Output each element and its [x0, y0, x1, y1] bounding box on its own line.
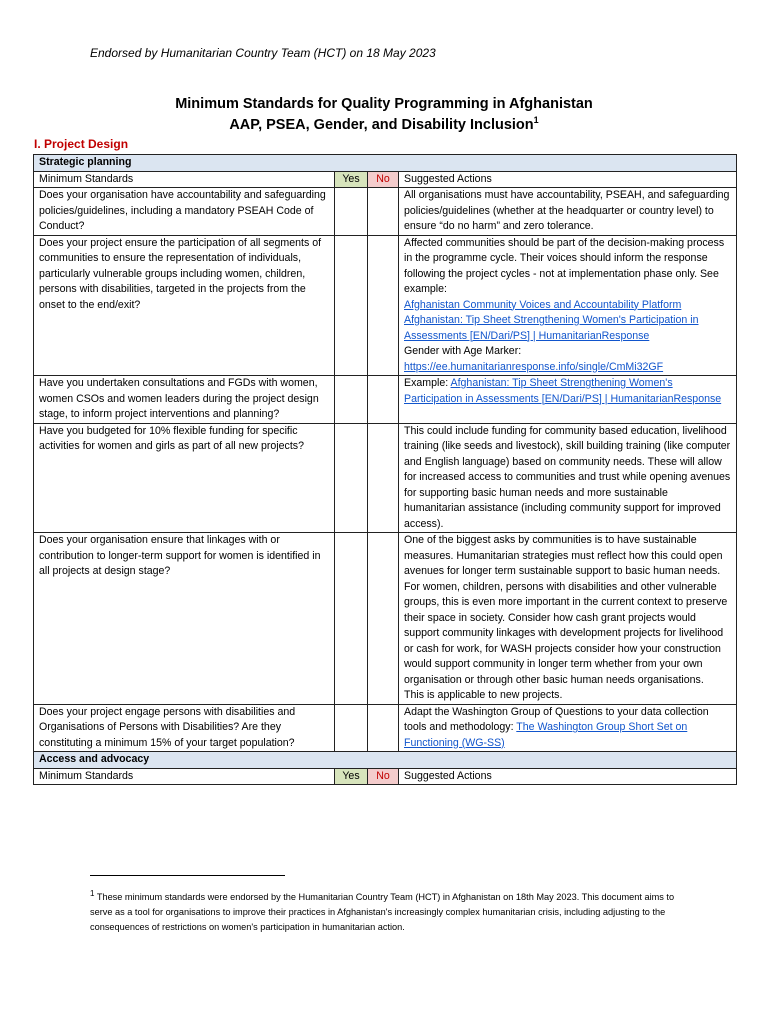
action-prefix: Example: — [404, 377, 451, 389]
standard-cell: Does your project engage persons with disabilities and Organisations of Persons with Disabilities? Are they constituting a minimum 15% of your target population? — [34, 704, 335, 752]
no-cell[interactable] — [368, 423, 399, 533]
section-heading: I. Project Design — [34, 137, 129, 151]
table-header-row — [34, 171, 737, 188]
footnote-ref[interactable]: 1 — [533, 115, 539, 126]
standard-cell: Does your organisation have accountability and safeguarding policies/guidelines, including a mandatory PSEAH Code of Conduct? — [34, 188, 335, 236]
group-label: Strategic planning — [34, 155, 737, 172]
standard-cell: Does your project ensure the participation of all segments of communities to ensure the representation of individuals, particularly vulnerable groups including women, children, persons with disabilities, targeted in the projects from the onset to the end/exit? — [34, 235, 335, 376]
col-header-standards: Minimum Standards — [34, 768, 335, 785]
yes-cell[interactable] — [335, 423, 368, 533]
no-cell[interactable] — [368, 235, 399, 376]
no-cell[interactable] — [368, 188, 399, 236]
action-cell — [399, 376, 737, 424]
yes-cell[interactable] — [335, 376, 368, 424]
col-header-actions: Suggested Actions — [399, 768, 737, 785]
link-washington-group[interactable]: The Washington Group Short Set on Functioning (WG-SS) — [404, 721, 688, 749]
action-cell — [399, 533, 737, 705]
footnote — [90, 886, 680, 935]
action-text: Adapt the Washington Group of Questions to your data collection tools and methodology: — [404, 705, 709, 733]
table-row — [34, 533, 737, 705]
link-tip-sheet[interactable]: Afghanistan: Tip Sheet Strengthening Women's Participation in Assessments [EN/Dari/PS] | HumanitarianResponse — [404, 377, 722, 405]
col-header-no: No — [368, 171, 399, 188]
table-row — [34, 235, 737, 376]
col-header-actions: Suggested Actions — [399, 171, 737, 188]
document-title: Minimum Standards for Quality Programming in Afghanistan — [175, 96, 593, 112]
no-cell[interactable] — [368, 376, 399, 424]
group-row-access-advocacy — [34, 752, 737, 769]
marker-label: Gender with Age Marker: — [404, 345, 522, 357]
action-note: This is applicable to new projects. — [404, 689, 563, 701]
group-label: Access and advocacy — [34, 752, 737, 769]
footnote-text: These minimum standards were endorsed by the Humanitarian Country Team (HCT) in Afghanistan on 18th May 2023. This document aims to serve as a tool for organisations to improve their practices in Afghanistan's increasingly complex humanitarian crisis, including adjusting to the consequences of restrictions on women's participation in humanitarian action. — [90, 892, 675, 933]
footnote-number: 1 — [90, 889, 95, 898]
standard-cell: Have you budgeted for 10% flexible funding for specific activities for women and girls as part of all new projects? — [34, 423, 335, 533]
no-cell[interactable] — [368, 533, 399, 705]
col-header-yes: Yes — [335, 768, 368, 785]
table-row — [34, 376, 737, 424]
standard-cell: Have you undertaken consultations and FGDs with women, women CSOs and women leaders during the project design stage, to inform project interventions and planning? — [34, 376, 335, 424]
col-header-standards: Minimum Standards — [34, 171, 335, 188]
action-cell: This could include funding for community based education, livelihood training (like seeds and livestock), skill building training (like computer and English language) based on community needs. These will allow for increased access to communities and trust while opening avenues for supporting basic human needs and more sustainable humanitarian assistance (including community support for improved access). — [399, 423, 737, 533]
standard-cell: Does your organisation ensure that linkages with or contribution to longer-term support for women is identified in all projects at design stage? — [34, 533, 335, 705]
link-gender-age-marker[interactable]: https://ee.humanitarianresponse.info/single/CmMi32GF — [404, 360, 664, 373]
no-cell[interactable] — [368, 704, 399, 752]
action-text: One of the biggest asks by communities is to have sustainable measures. Humanitarian strategies must reflect how this could open avenues for longer term sustainable support to basic human needs. For women, children, persons with disabilities and other vulnerable groups, this is even more important in the current context to preserve their space in society. Consider how cash grant projects would support community linkages with development projects for livelihood or cash for work, for WASH projects consider how your construction would support community in longer term whether from your own organisation or through other basic human needs organisations. — [404, 534, 728, 686]
standards-table — [33, 154, 737, 785]
action-text: Affected communities should be part of the decision-making process in the programme cycle. Their voices should inform the response following the project cycles - not at implementation phase only. See example: — [404, 236, 725, 295]
col-header-yes: Yes — [335, 171, 368, 188]
document-subtitle — [0, 115, 768, 135]
action-cell — [399, 704, 737, 752]
table-header-row — [34, 768, 737, 785]
table-row — [34, 188, 737, 236]
group-row-strategic-planning — [34, 155, 737, 172]
yes-cell[interactable] — [335, 533, 368, 705]
yes-cell[interactable] — [335, 235, 368, 376]
action-cell — [399, 235, 737, 376]
table-row — [34, 423, 737, 533]
subtitle-text: AAP, PSEA, Gender, and Disability Inclusion — [229, 117, 534, 133]
link-tip-sheet[interactable]: Afghanistan: Tip Sheet Strengthening Women's Participation in Assessments [EN/Dari/PS] | HumanitarianResponse — [404, 314, 699, 342]
yes-cell[interactable] — [335, 188, 368, 236]
action-cell: All organisations must have accountability, PSEAH, and safeguarding policies/guidelines (whether at the headquarter or country level) to ensure “do no harm” and zero tolerance. — [399, 188, 737, 236]
table-row — [34, 704, 737, 752]
yes-cell[interactable] — [335, 704, 368, 752]
col-header-no: No — [368, 768, 399, 785]
link-community-voices[interactable]: Afghanistan Community Voices and Accountability Platform — [404, 298, 682, 311]
footnote-divider — [90, 875, 285, 876]
endorsement-note: Endorsed by Humanitarian Country Team (HCT) on 18 May 2023 — [90, 46, 436, 60]
